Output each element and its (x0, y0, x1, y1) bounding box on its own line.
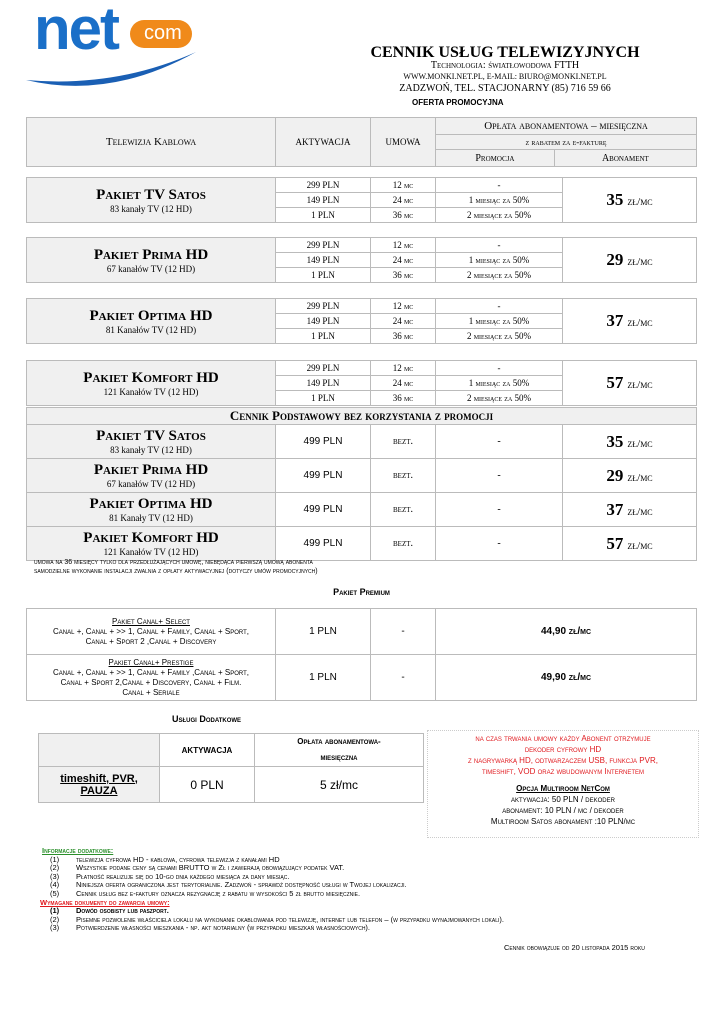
extras-row-label-2: PAUZA (80, 784, 118, 797)
info-text: Wszystkie podane ceny są cenami BRUTTO w Zł i zawierają obowiązujący podatek VAT. (76, 863, 345, 873)
extras-col-fee-2: miesięczna (320, 753, 358, 762)
package-term: 12 mc (371, 299, 436, 314)
extras-table (38, 733, 424, 803)
extras-row-label (39, 767, 160, 803)
basic-promo: - (436, 527, 563, 561)
basic-activation: 499 PLN (276, 493, 371, 527)
package-activation: 1 PLN (276, 329, 371, 344)
basic-price: 37 (606, 499, 624, 519)
premium-name: Pakiet Canal+ Select (112, 616, 190, 626)
package-channels: 83 kanały TV (12 HD) (110, 203, 192, 214)
basic-term: bezt. (371, 425, 436, 459)
basic-price: 57 (606, 533, 624, 553)
package-term: 24 mc (371, 314, 436, 329)
package-unit: zł/mc (627, 317, 653, 329)
package-term: 12 mc (371, 178, 436, 193)
package-price-cell (563, 178, 697, 223)
basic-activation: 499 PLN (276, 527, 371, 561)
doc-text: Dowód osobisty lub paszport. (76, 906, 169, 916)
package-price: 35 (606, 190, 624, 209)
doc-text: Pisemne pozwolenie właściciela lokalu na wykonanie okablowania pod telewizję, internet lub telefon – (w przypadku wynajmowanych lokali). (76, 914, 504, 924)
package-unit: zł/mc (627, 379, 653, 391)
package-promo: 2 miesiące za 50% (436, 329, 563, 344)
basic-channels: 67 kanałów TV (12 HD) (106, 479, 196, 489)
side-b3: Multiroom Satos abonament :10 PLN/mc (490, 817, 636, 826)
premium-price: 44,90 zł/mc (436, 609, 697, 655)
basic-unit: zł/mc (627, 437, 653, 450)
extras-row-act: 0 PLN (160, 767, 255, 803)
basic-unit: zł/mc (627, 539, 653, 552)
basic-price: 29 (606, 465, 624, 485)
basic-row (26, 526, 697, 561)
info-num: (4) (50, 880, 60, 890)
col-promo: Promocja (436, 150, 555, 167)
package-activation: 149 PLN (276, 193, 371, 208)
info-text: Niniejsza oferta ograniczona jest terytorialnie. Zadzwoń - sprawdź dostępność usługi w Twojej lokalizacji. (76, 880, 407, 890)
package-activation: 1 PLN (276, 268, 371, 283)
package-block (26, 237, 697, 283)
note-1: umowa na 36 miesięcy tylko dla przedłużających umowę, niebędąca pierwszą umową abonenta (34, 559, 313, 566)
doc-num: (3) (50, 923, 60, 933)
basic-activation: 499 PLN (276, 459, 371, 493)
info-num: (1) (50, 854, 60, 864)
basic-row (26, 458, 697, 493)
basic-row (26, 492, 697, 527)
package-name-cell (27, 238, 276, 283)
header-tech: Technologia: światłowodowa FTTH (430, 60, 580, 71)
package-term: 12 mc (371, 361, 436, 376)
package-activation: 299 PLN (276, 361, 371, 376)
basic-section (26, 407, 697, 425)
premium-name-cell (27, 655, 276, 701)
package-activation: 299 PLN (276, 178, 371, 193)
side-r3: z nagrywarką HD, odtwarzaczem USB, funkcja PVR, (468, 756, 658, 765)
premium-name-cell (27, 609, 276, 655)
side-b2: abonament: 10 PLN / mc / dekoder (502, 806, 624, 815)
col-act: AKTYWACJA (276, 118, 371, 167)
package-promo: 1 miesiąc za 50% (436, 314, 563, 329)
package-term: 36 mc (371, 208, 436, 223)
package-term: 36 mc (371, 391, 436, 406)
premium-activation: 1 PLN (276, 609, 371, 655)
package-name-cell (27, 361, 276, 406)
package-promo: - (436, 178, 563, 193)
package-price-cell (563, 299, 697, 344)
docs-title: Wymagane dokumenty do zawarcia umowy: (40, 897, 170, 907)
side-opt: Opcja Multiroom NetCom (516, 784, 610, 793)
col-tv: Telewizja Kablowa (27, 118, 276, 167)
extras-col-fee-1: Opłata abonamentowa- (297, 737, 381, 746)
basic-title: Cennik Podstawowy bez korzystania z promocji (27, 408, 697, 425)
package-name: Pakiet Komfort HD (83, 369, 219, 386)
basic-name-cell (27, 527, 276, 561)
info-num: (2) (50, 863, 60, 873)
premium-term: - (371, 655, 436, 701)
basic-unit: zł/mc (627, 471, 653, 484)
basic-unit: zł/mc (627, 505, 653, 518)
basic-price-cell (563, 459, 697, 493)
premium-desc-2: Canal + Sport 2,Canal + Discovery, Canal + Film. (60, 677, 242, 687)
package-term: 24 mc (371, 193, 436, 208)
basic-name: Pakiet Prima HD (93, 462, 209, 478)
basic-name-cell (27, 493, 276, 527)
package-promo: - (436, 361, 563, 376)
basic-name-cell (27, 425, 276, 459)
basic-price-cell (563, 527, 697, 561)
basic-channels: 121 Kanałów TV (12 HD) (103, 547, 199, 557)
extras-title: Usługi Dodatkowe (172, 714, 242, 724)
basic-name-cell (27, 459, 276, 493)
package-term: 12 mc (371, 238, 436, 253)
extras-row-fee: 5 zł/mc (255, 767, 424, 803)
header-contact: WWW.MONKI.NET.PL, E-MAIL: BIURO@MONKI.NET.PL (403, 72, 607, 81)
basic-price-cell (563, 493, 697, 527)
info-text: Cennik usług bez e-faktury oznacza rezygnację z rabatu w wysokości 5 zł brutto miesięcznie. (76, 888, 361, 898)
premium-name: Pakiet Canal+ Prestige (108, 657, 194, 667)
logo-net: net (34, 0, 118, 62)
basic-price-cell (563, 425, 697, 459)
package-activation: 299 PLN (276, 238, 371, 253)
package-term: 24 mc (371, 253, 436, 268)
basic-promo: - (436, 459, 563, 493)
premium-price: 49,90 zł/mc (436, 655, 697, 701)
side-r2: dekoder cyfrowy HD (524, 745, 602, 754)
info-num: (5) (50, 888, 60, 898)
premium-desc-1: Canal +, Canal + >> 1, Canal + Family ,Canal + Sport, (53, 667, 249, 677)
col-fee: Opłata abonamentowa – miesięczna (436, 118, 697, 135)
basic-price: 35 (606, 431, 624, 451)
basic-name: Pakiet TV Satos (96, 428, 206, 444)
package-promo: - (436, 238, 563, 253)
premium-desc-1: Canal +, Canal + >> 1, Canal + Family, Canal + Sport, (53, 626, 249, 636)
package-promo: - (436, 299, 563, 314)
package-block (26, 298, 697, 344)
package-price: 37 (606, 311, 624, 330)
basic-activation: 499 PLN (276, 425, 371, 459)
package-activation: 299 PLN (276, 299, 371, 314)
package-channels: 121 Kanałów TV (12 HD) (103, 386, 199, 397)
package-term: 36 mc (371, 268, 436, 283)
package-term: 24 mc (371, 376, 436, 391)
package-activation: 1 PLN (276, 391, 371, 406)
info-text: telewizja cyfrowa HD - kablowa, cyfrowa telewizja z kanałami HD (76, 854, 280, 864)
package-channels: 81 Kanałów TV (12 HD) (105, 324, 197, 335)
premium-desc-3: Canal + Seriale (122, 687, 180, 697)
premium-row (26, 654, 697, 701)
package-price: 29 (606, 250, 624, 269)
doc-text: Potwierdzenie własności mieszkania - np. akt notarialny (w przypadku mieszkań własnościowych). (76, 923, 371, 933)
info-text: Płatność realizuje się do 10-go dnia każdego miesiąca za dany miesiąc. (76, 871, 290, 881)
header-phone: ZADZWOŃ, TEL. STACJONARNY (85) 716 59 66 (399, 83, 611, 94)
basic-term: bezt. (371, 527, 436, 561)
footer-note: Cennik obowiązuje od 20 listopada 2015 roku (504, 943, 645, 952)
premium-row (26, 608, 697, 655)
doc-item (42, 924, 692, 933)
info-title: Informacje dodatkowe: (42, 846, 114, 855)
side-r1: na czas trwania umowy każdy Abonent otrzymuje (475, 734, 651, 743)
package-unit: zł/mc (627, 256, 653, 268)
extras-blank (39, 734, 160, 767)
col-um: UMOWA (371, 118, 436, 167)
package-name-cell (27, 299, 276, 344)
package-activation: 1 PLN (276, 208, 371, 223)
package-block (26, 360, 697, 406)
table-header (26, 117, 697, 167)
package-price-cell (563, 238, 697, 283)
package-channels: 67 kanałów TV (12 HD) (106, 263, 196, 274)
package-promo: 2 miesiące za 50% (436, 391, 563, 406)
package-price: 57 (606, 373, 624, 392)
package-name: Pakiet TV Satos (96, 186, 206, 203)
doc-num: (1) (50, 906, 60, 916)
package-promo: 1 miesiąc za 50% (436, 376, 563, 391)
package-name: Pakiet Optima HD (89, 307, 213, 324)
note-2: samodzielne wykonanie instalacji zwalnia z opłaty aktywacyjnej (dotyczy umów promocyjnych) (34, 568, 318, 575)
basic-term: bezt. (371, 493, 436, 527)
package-promo: 1 miesiąc za 50% (436, 253, 563, 268)
side-r4: timeshift, VOD oraz wbudowanym Internetem (481, 767, 645, 776)
premium-term: - (371, 609, 436, 655)
premium-title: Pakiet Premium (333, 587, 390, 597)
side-box (427, 730, 699, 838)
premium-activation: 1 PLN (276, 655, 371, 701)
package-activation: 149 PLN (276, 376, 371, 391)
package-promo: 1 miesiąc za 50% (436, 193, 563, 208)
extras-col-act: AKTYWACJA (160, 734, 255, 767)
info-section (42, 847, 692, 933)
col-fee-sub: z rabatem za e-fakturę (436, 135, 697, 150)
package-name-cell (27, 178, 276, 223)
basic-channels: 81 Kanały TV (12 HD) (109, 513, 193, 523)
package-price-cell (563, 361, 697, 406)
logo-com: com (144, 22, 182, 44)
basic-row (26, 424, 697, 459)
package-block (26, 177, 697, 223)
basic-name: Pakiet Komfort HD (83, 530, 219, 546)
basic-promo: - (436, 493, 563, 527)
header-promo: OFERTA PROMOCYJNA (412, 98, 504, 107)
doc-num: (2) (50, 914, 60, 924)
netcom-logo (20, 0, 200, 90)
basic-name: Pakiet Optima HD (89, 496, 213, 512)
price-table (26, 117, 697, 167)
package-term: 36 mc (371, 329, 436, 344)
package-unit: zł/mc (627, 196, 653, 208)
package-promo: 2 miesiące za 50% (436, 268, 563, 283)
package-activation: 149 PLN (276, 253, 371, 268)
package-activation: 149 PLN (276, 314, 371, 329)
basic-channels: 83 kanały TV (12 HD) (110, 445, 192, 455)
premium-desc-2: Canal + Sport 2 ,Canal + Discovery (85, 636, 217, 646)
basic-term: bezt. (371, 459, 436, 493)
col-abo: Abonament (554, 150, 696, 167)
header-title: CENNIK USŁUG TELEWIZYJNYCH (370, 44, 640, 61)
extras-col-fee (255, 734, 424, 767)
extras-row-label-1: timeshift, PVR, (60, 772, 138, 785)
package-name: Pakiet Prima HD (93, 246, 209, 263)
package-promo: 2 miesiące za 50% (436, 208, 563, 223)
side-b1: aktywacja: 50 PLN / dekoder (511, 795, 615, 804)
basic-promo: - (436, 425, 563, 459)
info-num: (3) (50, 871, 60, 881)
